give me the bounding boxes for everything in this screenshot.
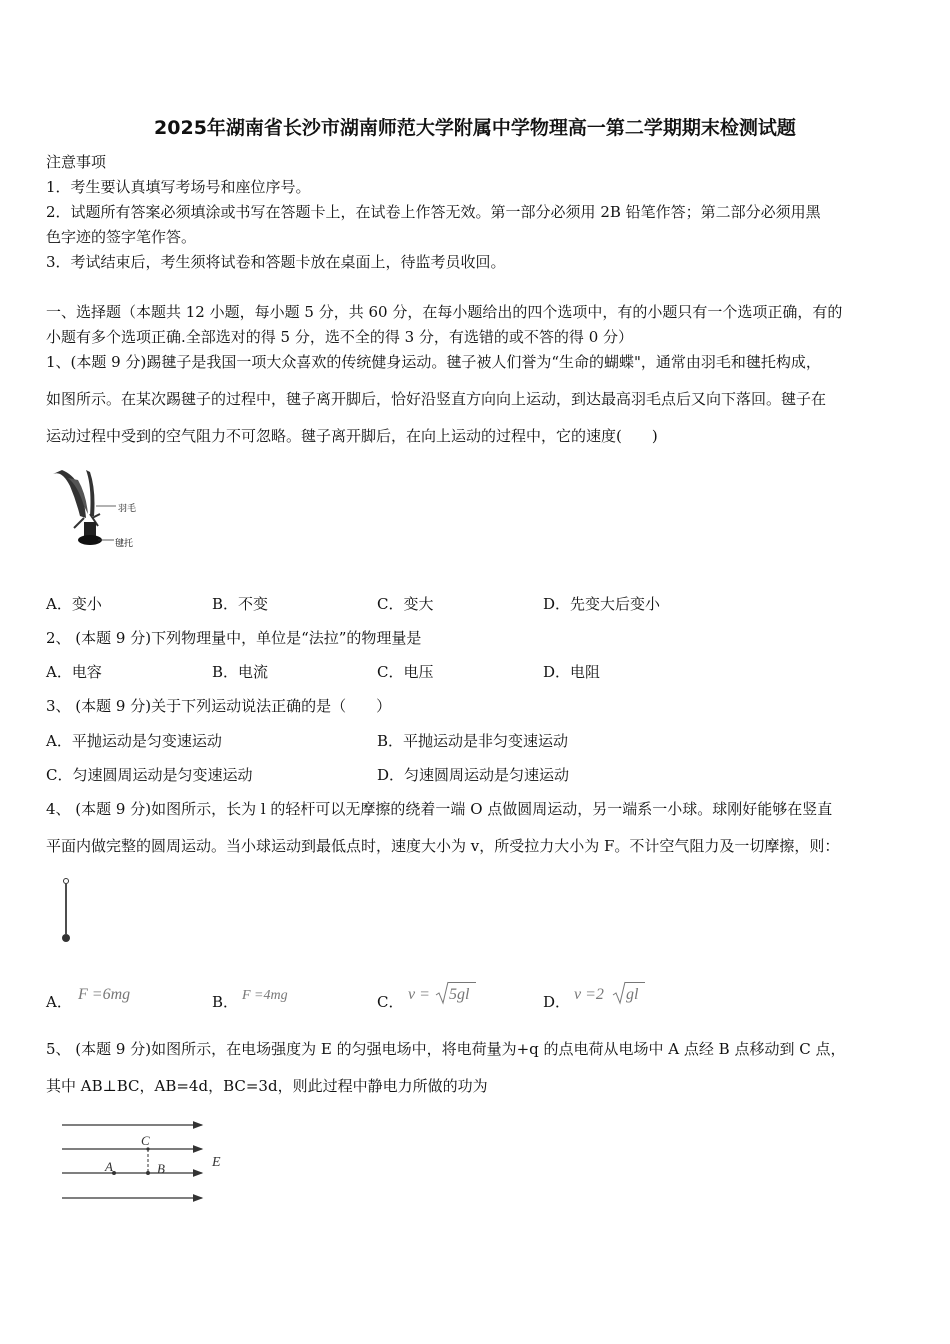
- q4-option-c-letter: C．: [377, 993, 404, 1011]
- q1-text: 运动过程中受到的空气阻力不可忽略。毽子离开脚后，在向上运动的过程中，它的速度( ): [46, 427, 658, 445]
- rod-figure: [58, 876, 74, 946]
- q2-option-c: C．电压: [377, 663, 434, 681]
- sqrt-bar: [448, 982, 476, 983]
- point-c-label: C: [141, 1133, 150, 1148]
- q3-text: 3、 (本题 9 分)关于下列运动说法正确的是（ ）: [46, 697, 392, 715]
- field-e-label: E: [212, 1155, 221, 1170]
- section-heading: 一、选择题（本题共 12 小题，每小题 5 分，共 60 分，在每小题给出的四个选项中，有的小题只有一个选项正确，有的: [46, 303, 843, 321]
- q3-option-a: A．平抛运动是匀变速运动: [46, 732, 222, 750]
- notice-item: 3．考试结束后，考生须将试卷和答题卡放在桌面上，待监考员收回。: [46, 253, 506, 271]
- sqrt-bar: [625, 982, 645, 983]
- q4-option-c-formula: v =: [408, 986, 430, 1003]
- q4-option-c-radicand: 5gl: [449, 986, 470, 1003]
- notice-item: 1．考生要认真填写考场号和座位序号。: [46, 178, 311, 196]
- q2-option-a: A．电容: [46, 663, 102, 681]
- point-a-label: A: [105, 1159, 113, 1174]
- notice-heading: 注意事项: [46, 153, 107, 171]
- q1-text: 如图所示。在某次踢毽子的过程中，毽子离开脚后，恰好沿竖直方向向上运动，到达最高羽毛点后又向下落回。毽子在: [46, 390, 827, 408]
- q1-text: 1、(本题 9 分)踢毽子是我国一项大众喜欢的传统健身运动。毽子被人们誉为“生命的蝴蝶"，通常由羽毛和毽托构成，: [46, 353, 821, 371]
- q2-option-d: D．电阻: [543, 663, 601, 681]
- q4-text: 4、 (本题 9 分)如图所示，长为 l 的轻杆可以无摩擦的绕着一端 O 点做圆周运动，另一端系一小球。球刚好能够在竖直: [46, 800, 833, 818]
- sqrt-sign-icon: [612, 981, 626, 1005]
- q1-option-c: C．变大: [377, 595, 434, 613]
- q3-option-c: C．匀速圆周运动是匀变速运动: [46, 766, 253, 784]
- q4-option-d-letter: D．: [543, 993, 571, 1011]
- q4-option-b-formula: F =4mg: [242, 988, 288, 1003]
- q4-option-d-radicand: gl: [626, 986, 639, 1003]
- q4-text: 平面内做完整的圆周运动。当小球运动到最低点时，速度大小为 v，所受拉力大小为 F。不计空气阻力及一切摩擦，则：: [46, 837, 840, 855]
- point-b-label: B: [157, 1161, 165, 1176]
- q4-option-d-formula: v =2: [574, 986, 604, 1003]
- fig-label-feather: 羽毛: [118, 504, 137, 514]
- q4-option-a-letter: A．: [46, 993, 72, 1011]
- q4-option-b-letter: B．: [212, 993, 239, 1011]
- page-title: 2025年湖南省长沙市湖南师范大学附属中学物理高一第二学期期末检测试题: [154, 117, 796, 139]
- q5-text: 5、 (本题 9 分)如图所示，在电场强度为 E 的匀强电场中，将电荷量为+q 的点电荷从电场中 A 点经 B 点移动到 C 点，: [46, 1040, 846, 1058]
- q1-option-d: D．先变大后变小: [543, 595, 661, 613]
- q1-option-b: B．不变: [212, 595, 269, 613]
- notice-item: 色字迹的签字笔作答。: [46, 228, 197, 246]
- section-heading-cont: 小题有多个选项正确.全部选对的得 5 分，选不全的得 3 分，有选错的或不答的得 0 分）: [46, 328, 634, 346]
- q5-text: 其中 AB⊥BC，AB=4d，BC=3d，则此过程中静电力所做的功为: [46, 1077, 488, 1095]
- q2-text: 2、 (本题 9 分)下列物理量中，单位是“法拉”的物理量是: [46, 629, 422, 647]
- sqrt-sign-icon: [435, 981, 449, 1005]
- q2-option-b: B．电流: [212, 663, 269, 681]
- fig-label-base: 毽托: [115, 539, 134, 549]
- q4-option-a-formula: F =6mg: [78, 986, 131, 1003]
- shuttlecock-figure: [48, 466, 158, 556]
- q3-option-b: B．平抛运动是非匀变速运动: [377, 732, 569, 750]
- q1-option-a: A．变小: [46, 595, 102, 613]
- q3-option-d: D．匀速圆周运动是匀速运动: [377, 766, 570, 784]
- notice-item: 2．试题所有答案必须填涂或书写在答题卡上，在试卷上作答无效。第一部分必须用 2B 铅笔作答；第二部分必须用黑: [46, 203, 821, 221]
